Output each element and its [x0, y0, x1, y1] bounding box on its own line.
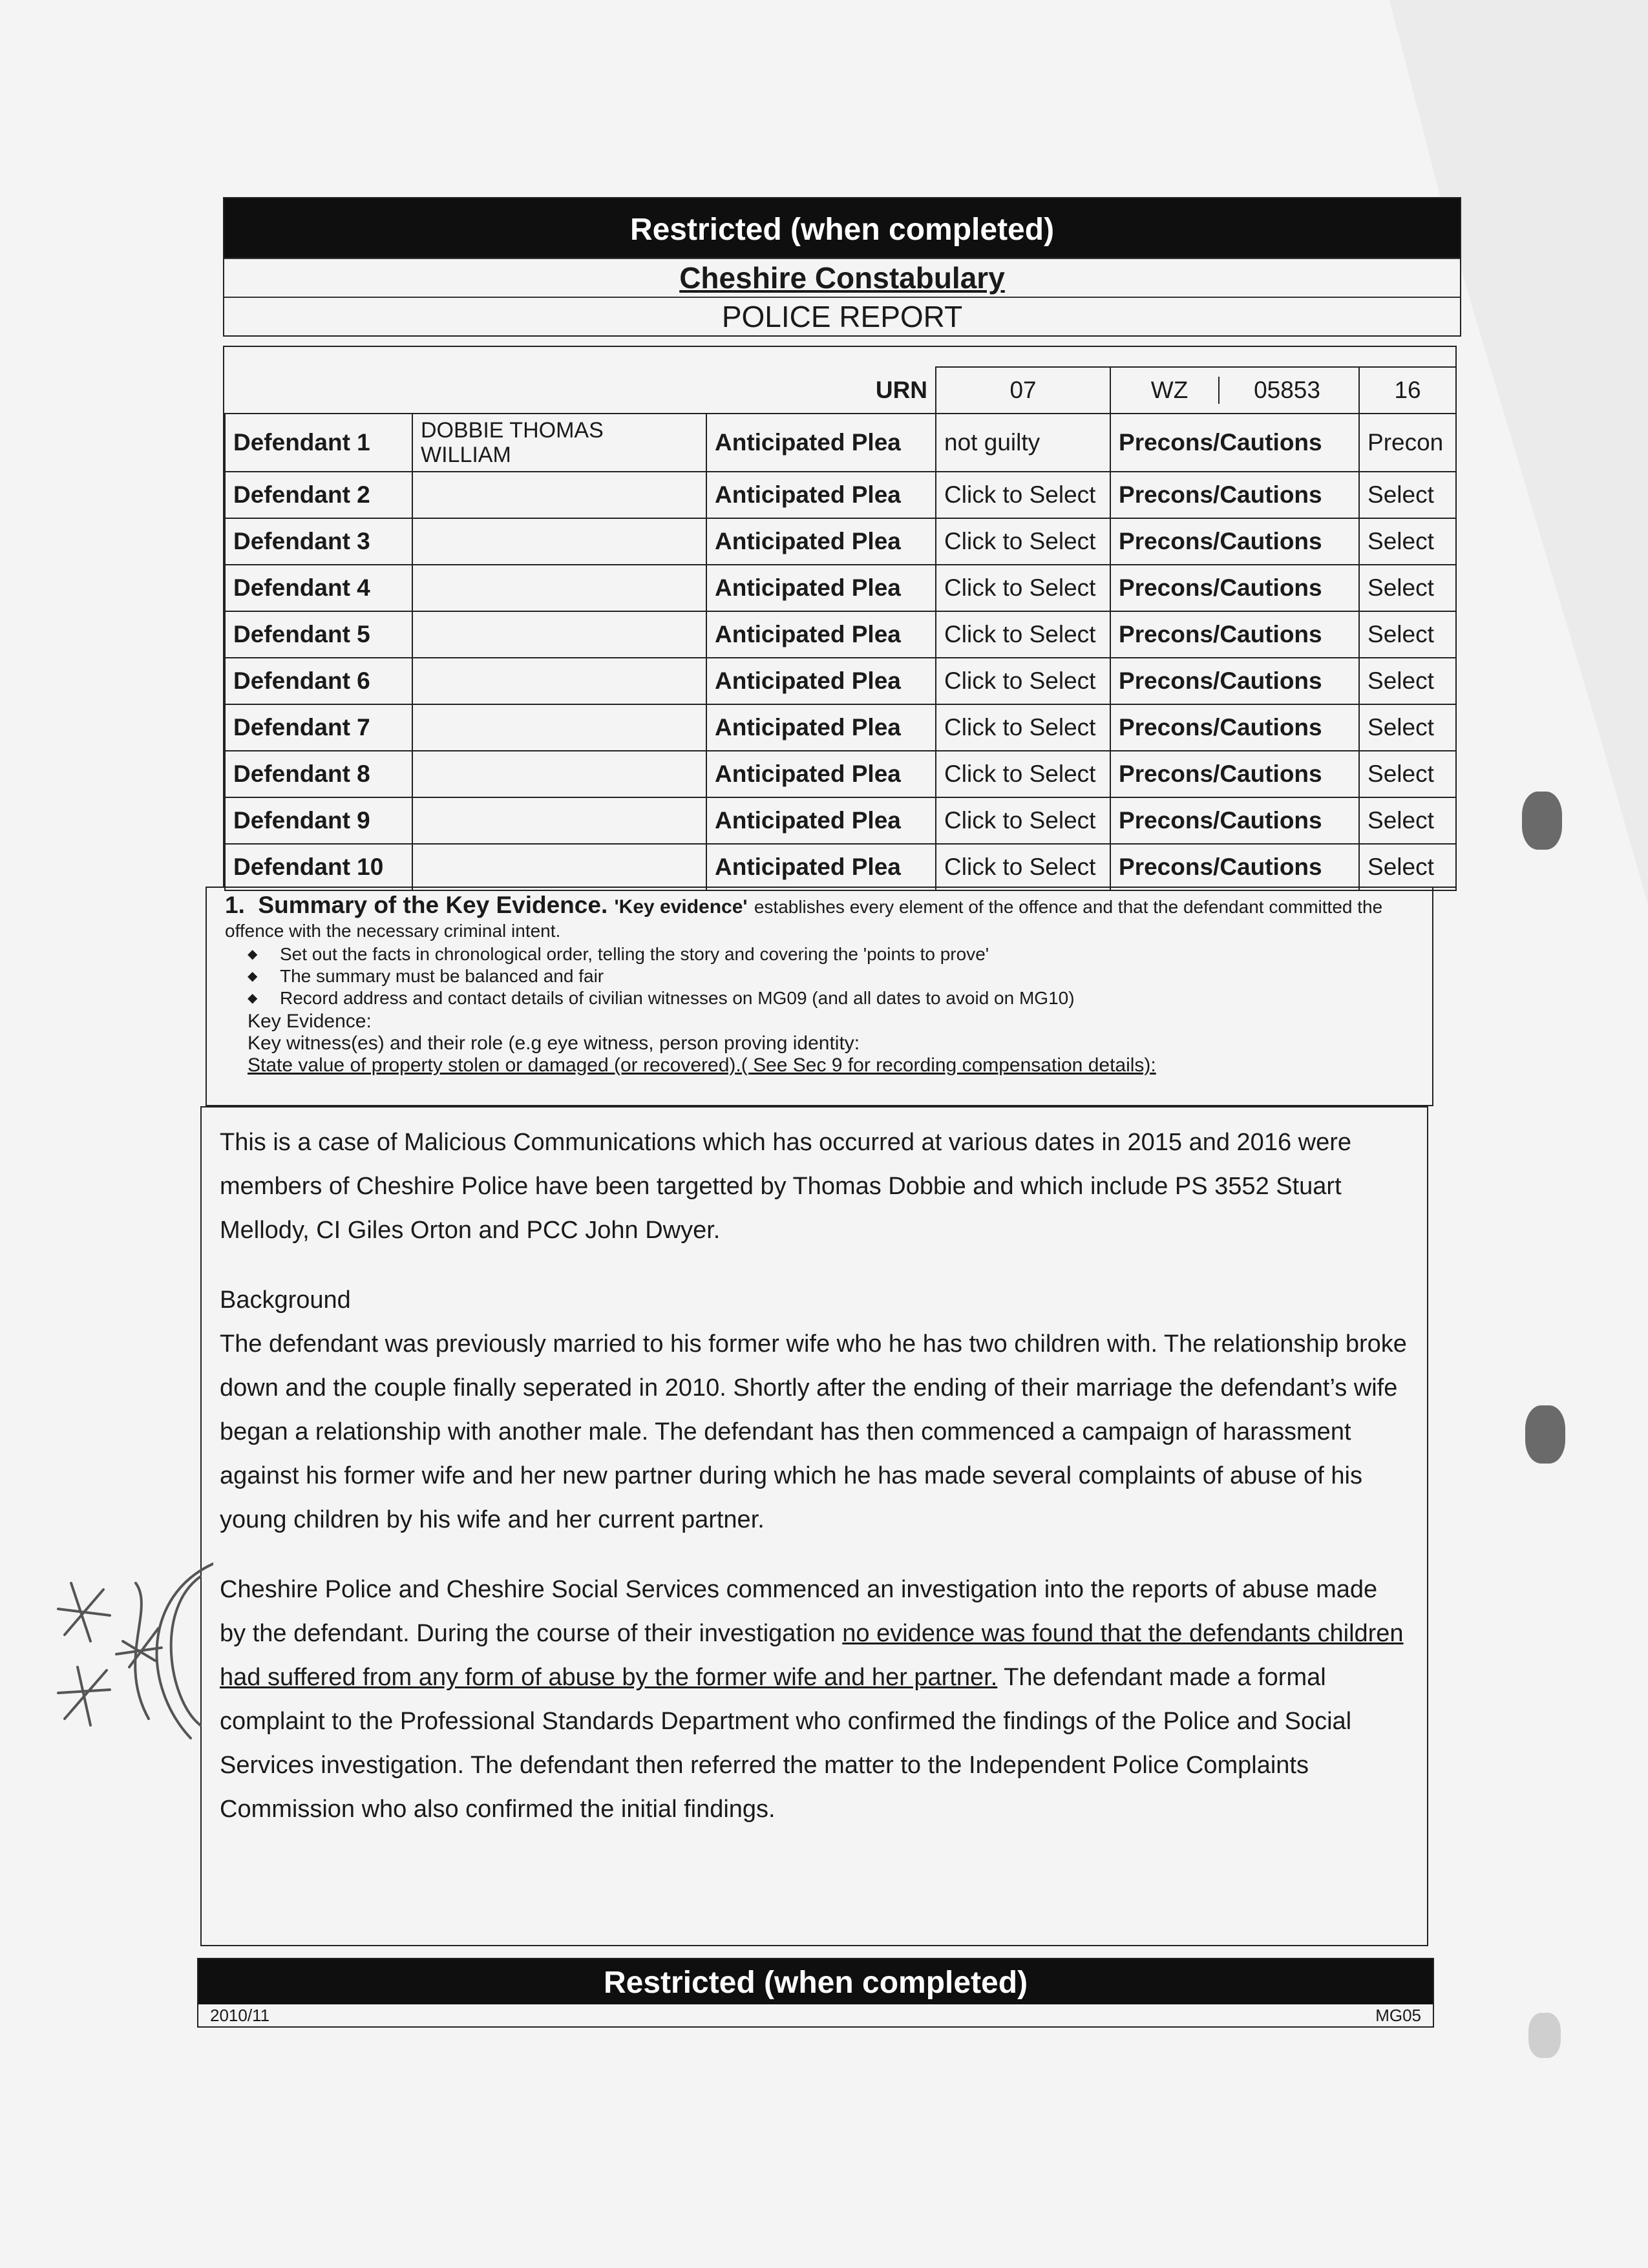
anticipated-plea-select[interactable]: Click to Select: [936, 565, 1110, 611]
force-name: Cheshire Constabulary: [679, 261, 1005, 295]
urn-row: [225, 367, 1456, 414]
narrative-paragraph-3: [220, 1568, 1409, 1831]
urn-label: URN: [225, 367, 936, 414]
defendant-row: [225, 565, 1456, 611]
footer-restriction-banner: Restricted (when completed): [198, 1959, 1433, 2004]
punch-hole: [1528, 2013, 1561, 2058]
report-title: POLICE REPORT: [224, 297, 1460, 335]
defendant-name-field[interactable]: [412, 844, 706, 890]
narrative-paragraph-2: The defendant was previously married to his former wife who he has two children with. The relationship broke down and the couple finally seperated in 2010. Shortly after the ending of their marriage the defendant’s wife began a relationship with another male. The defendant has then commenced a campaign of harassment against his former wife and her new partner during which he has made several complaints of abuse of his young children by his wife and her current partner.: [220, 1330, 1407, 1533]
defendant-name-field[interactable]: [412, 658, 706, 704]
anticipated-plea-label: Anticipated Plea: [706, 518, 936, 565]
defendants-section: [223, 346, 1457, 888]
form-code: MG05: [1375, 2006, 1421, 2025]
defendant-name-field[interactable]: [412, 472, 706, 518]
precons-select[interactable]: Select: [1359, 472, 1456, 518]
defendant-row: [225, 518, 1456, 565]
defendant-name-field[interactable]: [412, 751, 706, 797]
precons-select[interactable]: Precon: [1359, 414, 1456, 472]
handwritten-star-marks: [39, 1557, 213, 1764]
report-header: [223, 197, 1461, 337]
punch-hole: [1522, 792, 1562, 850]
anticipated-plea-select[interactable]: Click to Select: [936, 611, 1110, 658]
anticipated-plea-select[interactable]: Click to Select: [936, 472, 1110, 518]
precons-cautions-label: Precons/Cautions: [1110, 472, 1359, 518]
defendant-row: [225, 751, 1456, 797]
urn-code-1: 07: [936, 367, 1110, 414]
precons-select[interactable]: Select: [1359, 565, 1456, 611]
instruction-bullet: ◆ The summary must be balanced and fair: [280, 965, 1414, 987]
defendants-table: [224, 366, 1457, 891]
defendant-label: Defendant 2: [225, 472, 412, 518]
precons-select[interactable]: Select: [1359, 751, 1456, 797]
anticipated-plea-select[interactable]: not guilty: [936, 414, 1110, 472]
defendant-label: Defendant 3: [225, 518, 412, 565]
defendant-name-field[interactable]: [412, 797, 706, 844]
precons-cautions-label: Precons/Cautions: [1110, 704, 1359, 751]
evidence-narrative[interactable]: [200, 1106, 1428, 1946]
defendant-name-field[interactable]: [412, 611, 706, 658]
precons-cautions-label: Precons/Cautions: [1110, 565, 1359, 611]
defendant-label: Defendant 5: [225, 611, 412, 658]
anticipated-plea-select[interactable]: Click to Select: [936, 844, 1110, 890]
report-footer: [197, 1958, 1434, 2028]
precons-select[interactable]: Select: [1359, 518, 1456, 565]
anticipated-plea-label: Anticipated Plea: [706, 797, 936, 844]
defendant-name-field[interactable]: DOBBIE THOMAS WILLIAM: [412, 414, 706, 472]
defendant-label: Defendant 4: [225, 565, 412, 611]
precons-select[interactable]: Select: [1359, 797, 1456, 844]
urn-code-4: 16: [1359, 367, 1456, 414]
background-heading: Background: [220, 1286, 351, 1314]
anticipated-plea-label: Anticipated Plea: [706, 844, 936, 890]
defendant-row: [225, 658, 1456, 704]
section-intro: establishes every element of the offence and that the defendant committed the offence with the necessary criminal intent.: [225, 897, 1383, 941]
urn-code-3: 05853: [1218, 377, 1349, 404]
precons-cautions-label: Precons/Cautions: [1110, 518, 1359, 565]
anticipated-plea-select[interactable]: Click to Select: [936, 704, 1110, 751]
defendant-row: [225, 797, 1456, 844]
summary-title-line: [225, 894, 1414, 942]
anticipated-plea-label: Anticipated Plea: [706, 565, 936, 611]
precons-select[interactable]: Select: [1359, 844, 1456, 890]
key-witness-line: Key witness(es) and their role (e.g eye witness, person proving identity:: [248, 1033, 860, 1054]
key-evidence-term: 'Key evidence': [614, 896, 748, 918]
anticipated-plea-label: Anticipated Plea: [706, 704, 936, 751]
defendant-row: [225, 414, 1456, 472]
defendant-rows: [225, 414, 1456, 890]
defendant-label: Defendant 6: [225, 658, 412, 704]
anticipated-plea-select[interactable]: Click to Select: [936, 797, 1110, 844]
anticipated-plea-select[interactable]: Click to Select: [936, 518, 1110, 565]
punch-hole: [1525, 1405, 1565, 1464]
defendant-row: [225, 704, 1456, 751]
narrative-p3-end: The defendant made a formal complaint to the Professional Standards Department who confirmed the findings of the Police and Social Services investigation. The defendant then referred the matter to the Independent Police Complaints Commission who also confirmed the initial findings.: [220, 1664, 1352, 1823]
force-name-row: [224, 258, 1460, 297]
handwritten-underlined-finding: no evidence was found that the defendants children had suffered from any form of abuse by the former wife and her partner.: [220, 1620, 1404, 1691]
narrative-p3-start: Cheshire Police and Cheshire Social Services commenced an investigation into the reports of abuse made by the defendant. During the course of their investigation: [220, 1576, 1378, 1647]
key-evidence-label: Key Evidence:: [248, 1011, 372, 1032]
defendant-row: [225, 611, 1456, 658]
anticipated-plea-label: Anticipated Plea: [706, 658, 936, 704]
defendant-label: Defendant 7: [225, 704, 412, 751]
precons-select[interactable]: Select: [1359, 611, 1456, 658]
footer-codes: [198, 2004, 1433, 2026]
defendant-label: Defendant 9: [225, 797, 412, 844]
defendant-name-field[interactable]: [412, 565, 706, 611]
precons-cautions-label: Precons/Cautions: [1110, 751, 1359, 797]
summary-instructions: [206, 887, 1433, 1106]
instruction-bullet: ◆ Set out the facts in chronological order, telling the story and covering the 'points to prove': [280, 943, 1414, 965]
defendant-row: [225, 844, 1456, 890]
precons-cautions-label: Precons/Cautions: [1110, 611, 1359, 658]
defendant-label: Defendant 8: [225, 751, 412, 797]
defendant-name-field[interactable]: [412, 518, 706, 565]
defendant-label: Defendant 1: [225, 414, 412, 472]
anticipated-plea-label: Anticipated Plea: [706, 472, 936, 518]
precons-cautions-label: Precons/Cautions: [1110, 844, 1359, 890]
anticipated-plea-label: Anticipated Plea: [706, 414, 936, 472]
urn-code-2: WZ: [1150, 377, 1188, 403]
anticipated-plea-select[interactable]: Click to Select: [936, 658, 1110, 704]
anticipated-plea-label: Anticipated Plea: [706, 611, 936, 658]
anticipated-plea-select[interactable]: Click to Select: [936, 751, 1110, 797]
instruction-bullet: ◆ Record address and contact details of civilian witnesses on MG09 (and all dates to avoid on MG10): [280, 987, 1414, 1009]
instruction-bullets: [225, 943, 1414, 1009]
precons-cautions-label: Precons/Cautions: [1110, 797, 1359, 844]
precons-select[interactable]: Select: [1359, 704, 1456, 751]
restriction-banner: Restricted (when completed): [224, 198, 1460, 258]
section-title: Summary of the Key Evidence.: [258, 892, 608, 918]
property-value-line: State value of property stolen or damaged (or recovered).( See Sec 9 for recording compensation details):: [248, 1055, 1156, 1076]
precons-cautions-label: Precons/Cautions: [1110, 414, 1359, 472]
section-number: 1.: [225, 892, 245, 918]
form-version: 2010/11: [210, 2006, 270, 2025]
defendant-label: Defendant 10: [225, 844, 412, 890]
anticipated-plea-label: Anticipated Plea: [706, 751, 936, 797]
urn-codes-cell: [1110, 367, 1359, 414]
narrative-paragraph-1: This is a case of Malicious Communications which has occurred at various dates in 2015 and 2016 were members of Cheshire Police have been targetted by Thomas Dobbie and which include PS 3552 Stuart Mellody, CI Giles Orton and PCC John Dwyer.: [220, 1129, 1352, 1244]
precons-cautions-label: Precons/Cautions: [1110, 658, 1359, 704]
defendant-row: [225, 472, 1456, 518]
defendant-name-field[interactable]: [412, 704, 706, 751]
precons-select[interactable]: Select: [1359, 658, 1456, 704]
